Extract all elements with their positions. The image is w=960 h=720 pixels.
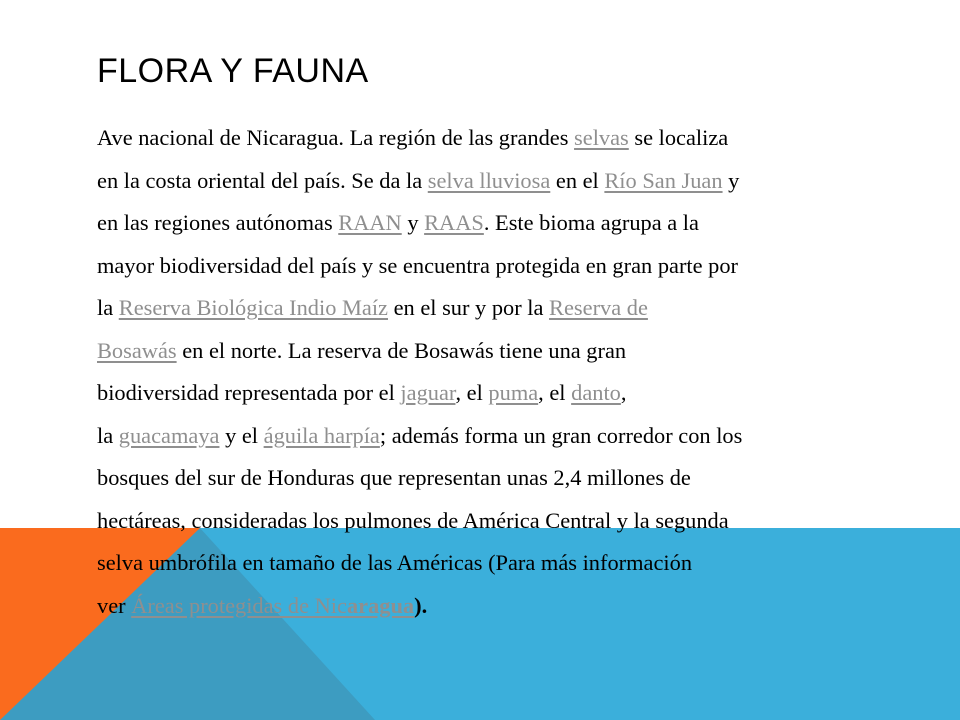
slide-title: FLORA Y FAUNA (97, 52, 369, 90)
text-line-3: en las regiones autónomas RAAN y RAAS. Este bioma agrupa a la (97, 210, 699, 235)
text-line-12: ver Áreas protegidas de Nicaragua). (97, 592, 428, 618)
text-line-1: Ave nacional de Nicaragua. La región de las grandes selvas se localiza (97, 125, 729, 150)
link-selvas[interactable]: selvas (574, 125, 629, 150)
text-line-10: hectáreas, consideradas los pulmones de América Central y la segunda (97, 507, 729, 533)
text-line-9: bosques del sur de Honduras que representan unas 2,4 millones de (97, 465, 691, 490)
link-reserva-de-bosawas[interactable]: Reserva de (549, 295, 648, 320)
text-line-11: selva umbrófila en tamaño de las Américas (Para más información (97, 550, 693, 575)
link-aguila-harpia[interactable]: águila harpía (263, 422, 380, 448)
link-danto[interactable]: danto (571, 380, 621, 405)
link-reserva-indio-maiz[interactable]: Reserva Biológica Indio Maíz (118, 295, 388, 320)
text-line-2: en la costa oriental del país. Se da la selva lluviosa en el Río San Juan y (97, 167, 740, 193)
link-raas[interactable]: RAAS (424, 210, 484, 235)
link-areas-protegidas[interactable]: Áreas protegidas de Nicaragua (131, 592, 415, 618)
text-line-4: mayor biodiversidad del país y se encuentra protegida en gran parte por (97, 252, 739, 278)
text-line-5: la Reserva Biológica Indio Maíz en el sur y por la Reserva de (97, 295, 648, 320)
link-bosawas[interactable]: Bosawás (97, 337, 177, 363)
body-paragraph (97, 117, 867, 627)
text-line-7: biodiversidad representada por el jaguar, el puma, el danto, (97, 380, 627, 405)
link-guacamaya[interactable]: guacamaya (118, 422, 220, 448)
link-rio-san-juan[interactable]: Río San Juan (604, 167, 723, 193)
text-line-6: Bosawás en el norte. La reserva de Bosawás tiene una gran (97, 337, 627, 363)
link-puma[interactable]: puma (488, 380, 539, 405)
link-selva-lluviosa[interactable]: selva lluviosa (427, 167, 551, 193)
link-jaguar[interactable]: jaguar (400, 380, 456, 405)
text-line-8: la guacamaya y el águila harpía; además forma un gran corredor con los (97, 422, 743, 448)
link-raan[interactable]: RAAN (338, 210, 402, 235)
